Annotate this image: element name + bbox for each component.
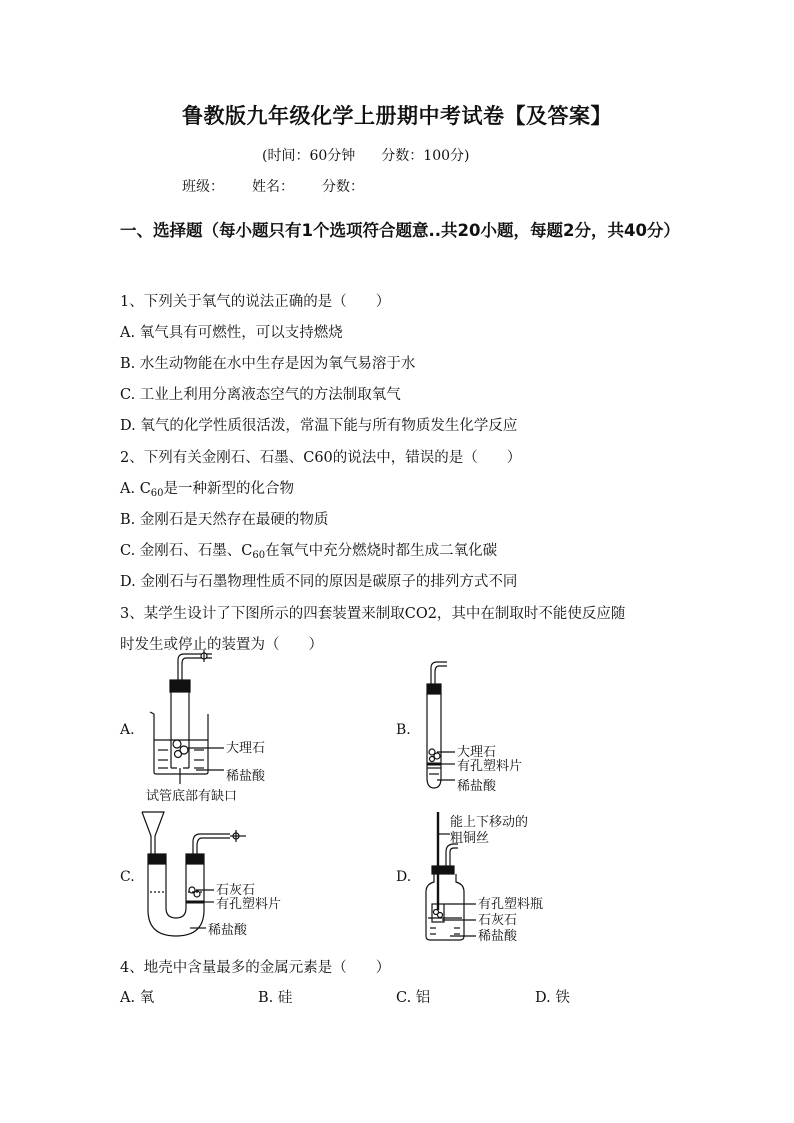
fig-c-limestone-text: 石灰石: [216, 883, 256, 898]
fig-d-acid-text: 稀盐酸: [478, 929, 518, 944]
apparatus-a-diagram: [140, 660, 300, 810]
fig-b-plate-text: 有孔塑料片: [457, 759, 523, 774]
q2-option-d: D. 金刚石与石墨物理性质不同的原因是碳原子的排列方式不同: [120, 574, 518, 590]
fig-b-label: B.: [396, 722, 411, 738]
name-field: 姓名：: [252, 179, 294, 195]
fig-c-plate-text: 有孔塑料片: [216, 897, 282, 912]
q2-c-sub: 60: [252, 550, 266, 561]
fig-a-acid-text: 稀盐酸: [226, 769, 266, 784]
q2-c-pre: C. 金刚石、石墨、C: [120, 543, 253, 559]
apparatus-d-diagram: [420, 812, 580, 952]
q4-option-b: B. 硅: [258, 990, 293, 1006]
q2-option-a: [120, 477, 294, 499]
student-info: [182, 176, 392, 196]
q2-a-post: 是一种新型的化合物: [163, 481, 295, 497]
class-field: 班级：: [182, 179, 224, 195]
fig-c-acid-text: 稀盐酸: [208, 923, 248, 938]
q4-option-a: A. 氧: [120, 990, 155, 1006]
exam-meta: [262, 145, 495, 165]
q3-stem-line1: 3、某学生设计了下图所示的四套装置来制取CO2，其中在制取时不能使反应随: [120, 606, 626, 622]
fig-b-acid-text: 稀盐酸: [457, 779, 497, 794]
time-limit: (时间：60分钟: [262, 148, 356, 164]
q1-stem: 1、下列关于氧气的说法正确的是（ ）: [120, 294, 391, 310]
q4-stem: 4、地壳中含量最多的金属元素是（ ）: [120, 960, 391, 976]
q2-a-pre: A. C: [120, 481, 151, 497]
q2-option-c: [120, 539, 497, 561]
fig-d-bottle-text: 有孔塑料瓶: [478, 897, 544, 912]
apparatus-c-diagram: [140, 812, 310, 952]
page-title: 鲁教版九年级化学上册期中考试卷【及答案】: [182, 104, 612, 128]
fig-a-notch-text: 试管底部有缺口: [146, 789, 238, 804]
fig-b-marble-text: 大理石: [457, 745, 497, 760]
q4-option-d: D. 铁: [535, 990, 570, 1006]
q1-option-d: D. 氧气的化学性质很活泼，常温下能与所有物质发生化学反应: [120, 418, 518, 434]
fig-d-limestone-text: 石灰石: [478, 913, 518, 928]
score-field: 分数：: [322, 179, 364, 195]
q1-option-c: C. 工业上利用分离液态空气的方法制取氧气: [120, 387, 401, 403]
fig-d-wire-text1: 能上下移动的: [450, 815, 529, 830]
fig-a-label: A.: [120, 722, 135, 738]
q2-c-post: 在氧气中充分燃烧时都生成二氧化碳: [265, 543, 498, 559]
fig-c-label: C.: [120, 869, 135, 885]
q2-option-b: B. 金刚石是天然存在最硬的物质: [120, 512, 329, 528]
section-heading: 一、选择题（每小题只有1个选项符合题意..共20小题，每题2分，共40分）: [120, 221, 680, 240]
q3-stem-line2: 时发生或停止的装置为（ ）: [120, 637, 323, 653]
fig-a-marble-text: 大理石: [226, 741, 266, 756]
q4-option-c: C. 铝: [396, 990, 431, 1006]
apparatus-b-diagram: [415, 668, 555, 798]
q1-option-a: A. 氧气具有可燃性，可以支持燃烧: [120, 325, 343, 341]
total-score: 分数：100分): [381, 148, 470, 164]
q2-stem: 2、下列有关金刚石、石墨、C60的说法中，错误的是（ ）: [120, 450, 522, 466]
q1-option-b: B. 水生动物能在水中生存是因为氧气易溶于水: [120, 356, 416, 372]
fig-d-label: D.: [396, 869, 412, 885]
fig-d-wire-text2: 粗铜丝: [450, 831, 490, 846]
q2-a-sub: 60: [150, 488, 164, 499]
